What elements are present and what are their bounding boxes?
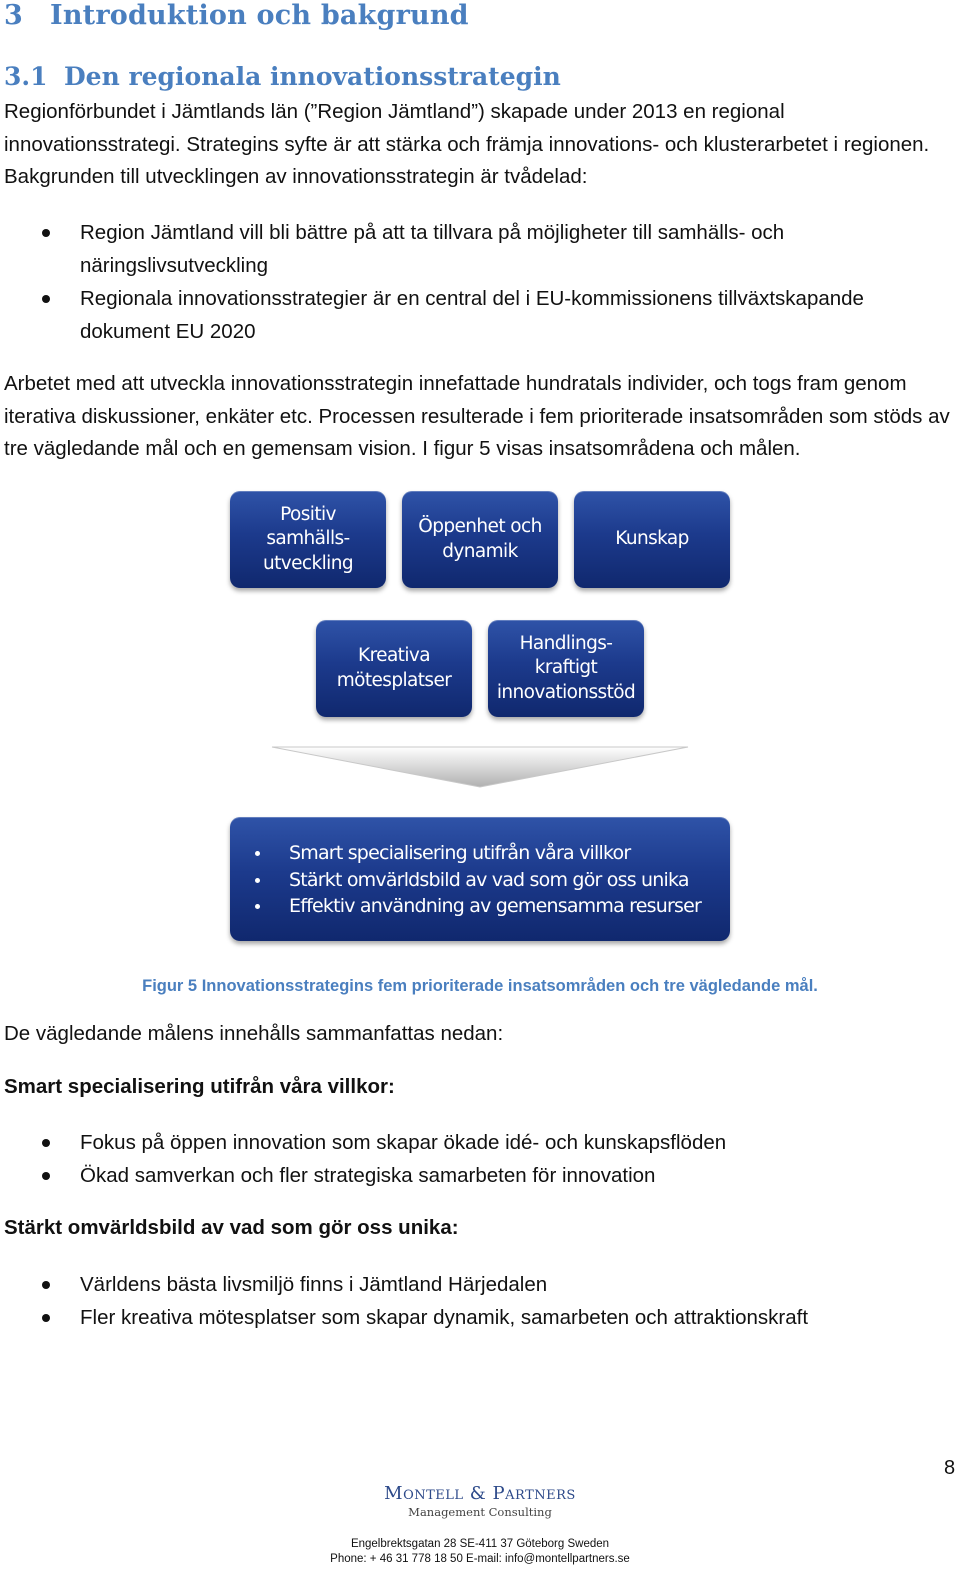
logo-name: Montell & Partners bbox=[384, 1483, 576, 1504]
bullet-icon bbox=[42, 229, 50, 237]
section-heading bbox=[4, 62, 561, 91]
goals-list bbox=[252, 840, 701, 920]
footer-contact: Phone: + 46 31 778 18 50 E-mail: info@montellpartners.se bbox=[330, 1553, 630, 1565]
focus-area-box: Handlings-kraftigt innovationsstöd bbox=[488, 620, 644, 717]
bullet-icon bbox=[255, 904, 260, 909]
chapter-number: 3 bbox=[4, 0, 23, 31]
guiding-goals-box bbox=[230, 817, 730, 941]
list-item: Världens bästa livsmiljö finns i Jämtland Härjedalen bbox=[0, 1268, 950, 1301]
list-item: Fokus på öppen innovation som skapar ökade idé- och kunskapsflöden bbox=[0, 1126, 950, 1159]
list-item: Effektiv användning av gemensamma resurser bbox=[252, 893, 701, 920]
stark-bullet-list bbox=[0, 1268, 950, 1334]
bullet-icon bbox=[42, 1139, 50, 1147]
process-paragraph: Arbetet med att utveckla innovationsstrategin innefattade hundratals individer, och togs fram genom iterativa diskussioner, enkäter etc. Processen resulterade i fem prioriterade insatsområden som stöds av tre vägledande mål och en gemensam vision. I figur 5 visas insatsområdena och målen. bbox=[4, 372, 950, 460]
focus-area-box: Kreativa mötesplatser bbox=[316, 620, 472, 717]
list-item: Regionala innovationsstrategier är en central del i EU-kommissionens tillväxtskapande dokument EU 2020 bbox=[0, 282, 950, 348]
bullet-icon bbox=[42, 1314, 50, 1322]
chapter-title: Introduktion och bakgrund bbox=[50, 0, 469, 31]
bullet-icon bbox=[255, 878, 260, 883]
bullet-icon bbox=[42, 1172, 50, 1180]
list-item: Fler kreativa mötesplatser som skapar dynamik, samarbeten och attraktionskraft bbox=[0, 1301, 950, 1334]
list-item: Ökad samverkan och fler strategiska samarbeten för innovation bbox=[0, 1159, 950, 1192]
bullet-icon bbox=[42, 295, 50, 303]
smart-bullet-list bbox=[0, 1126, 950, 1192]
focus-area-box: Öppenhet och dynamik bbox=[402, 491, 558, 588]
bullet-icon bbox=[42, 1281, 50, 1289]
chapter-heading bbox=[4, 0, 469, 31]
page-number: 8 bbox=[944, 1457, 956, 1479]
list-item: Stärkt omvärldsbild av vad som gör oss unika bbox=[252, 867, 701, 894]
logo-subtitle: Management Consulting bbox=[408, 1505, 552, 1519]
focus-area-box: Positiv samhälls-utveckling bbox=[230, 491, 386, 588]
summary-intro: De vägledande målens innehålls sammanfattas nedan: bbox=[4, 1022, 504, 1045]
section-title: Den regionala innovationsstrategin bbox=[64, 62, 561, 91]
figure-caption: Figur 5 Innovationsstrategins fem prioriterade insatsområden och tre vägledande mål. bbox=[142, 977, 818, 995]
background-bullet-list bbox=[0, 216, 950, 348]
smart-specialisation-heading: Smart specialisering utifrån våra villkor: bbox=[4, 1075, 395, 1098]
section-number: 3.1 bbox=[4, 62, 48, 91]
focus-area-box: Kunskap bbox=[574, 491, 730, 588]
intro-paragraph: Regionförbundet i Jämtlands län (”Region Jämtland”) skapade under 2013 en regional innovationsstrategi. Strategins syfte är att stärka och främja innovations- och klusterarbetet i regionen. Bakgrunden till utvecklingen av innovationsstrategin är tvådelad: bbox=[4, 100, 930, 188]
list-item: Smart specialisering utifrån våra villkor bbox=[252, 840, 701, 867]
list-item: Region Jämtland vill bli bättre på att ta tillvara på möjligheter till samhälls- och näringslivsutveckling bbox=[0, 216, 950, 282]
bullet-icon bbox=[255, 851, 260, 856]
company-logo bbox=[0, 1483, 960, 1519]
footer-address: Engelbrektsgatan 28 SE-411 37 Göteborg Sweden bbox=[350, 1538, 610, 1550]
down-arrow-icon bbox=[270, 745, 690, 791]
stark-omvarldsbild-heading: Stärkt omvärldsbild av vad som gör oss unika: bbox=[4, 1216, 459, 1239]
